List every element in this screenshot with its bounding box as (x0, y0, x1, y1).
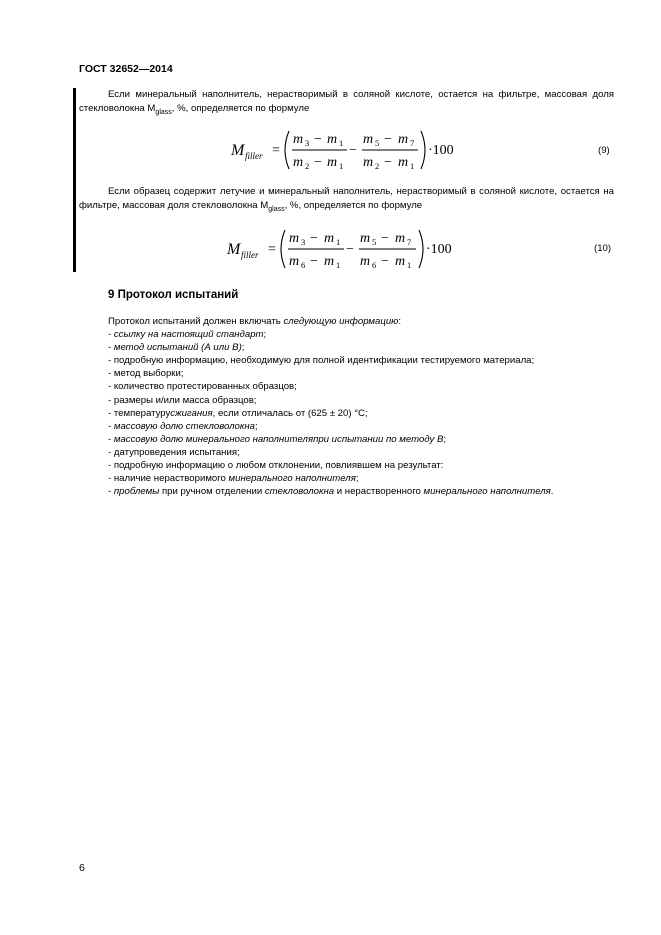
paragraph-1-sub: glass (155, 108, 172, 116)
list-item: - подробную информацию, необходимую для полной идентификации тестируемого материала; (108, 355, 535, 367)
list-item-italic: минерального наполнителя (423, 486, 551, 498)
formula-10-minus-2: − (310, 254, 318, 269)
list-item: - количество протестированных образцов; (108, 381, 297, 393)
formula-9 (0, 126, 661, 174)
formula-9-n1a-sub: 3 (305, 138, 310, 148)
formula-10-d1b: m (324, 254, 335, 269)
list-item-dash: - (108, 342, 114, 354)
formula-10-d2a: m (360, 254, 371, 269)
formula-10-d2b-sub: 1 (407, 260, 412, 270)
formula-10-number: (10) (594, 243, 612, 254)
formula-9-d2a-sub: 2 (375, 161, 380, 171)
paragraph-1-text-end: , %, определяется по формуле (171, 102, 310, 114)
list-item-dash: - (108, 420, 114, 432)
list-intro-plain: Протокол испытаний должен включать (108, 316, 284, 327)
formula-9-d1a-sub: 2 (305, 161, 310, 171)
formula-9-paren-left (285, 131, 289, 169)
formula-10-d2a-sub: 6 (372, 260, 377, 270)
list-item (108, 341, 614, 354)
formula-10-n2b-sub: 7 (407, 237, 412, 247)
formula-9-n2a-sub: 5 (375, 138, 380, 148)
list-item-italic: сжигания (170, 407, 213, 419)
list-item: - размеры и/или масса образцов; (108, 394, 257, 406)
formula-9-lhs: M (231, 142, 245, 159)
list-item-end: ; (443, 433, 447, 445)
section-9-title: 9 Протокол испытаний (108, 289, 239, 301)
formula-9-n2b: m (398, 132, 409, 147)
formula-10-svg (0, 225, 661, 273)
formula-9-n1b: m (327, 132, 338, 147)
formula-9-paren-right (421, 131, 425, 169)
list-item-italic: массовую долю стекловолокна (113, 420, 256, 432)
formula-9-d1b: m (327, 155, 338, 170)
formula-10-equals: = (268, 242, 276, 257)
formula-9-svg (0, 126, 661, 174)
formula-9-d2a: m (363, 155, 374, 170)
list-item-dash: - (108, 433, 114, 445)
formula-9-d2b-sub: 1 (410, 161, 415, 171)
list-item (108, 328, 614, 341)
list-intro (108, 315, 614, 328)
formula-10-d2b: m (395, 254, 406, 269)
formula-9-lhs-sub: filler (245, 151, 263, 161)
list-item: - датупроведения испытания; (108, 446, 240, 458)
formula-10-n2a: m (360, 231, 371, 246)
formula-9-minus-1: − (314, 132, 322, 147)
list-item: - метод выборки; (108, 368, 184, 380)
formula-10-lhs-sub: filler (241, 250, 259, 260)
formula-9-number: (9) (598, 145, 610, 156)
list-item-italic: ссылку на настоящий стандарт (113, 329, 264, 341)
list-item-end: , если отличалась от (625 ± 20) °С; (212, 407, 368, 419)
list-item-italic: стекловолокна (264, 486, 335, 498)
formula-9-minus-mid: − (349, 143, 357, 158)
formula-10-d1a-sub: 6 (301, 260, 306, 270)
list-item (108, 433, 614, 446)
list-intro-end: : (398, 316, 402, 327)
list-item-end: . (550, 486, 554, 498)
list-item-end: ; (255, 420, 258, 432)
formula-9-minus-3: − (384, 132, 392, 147)
formula-10-d1b-sub: 1 (336, 260, 341, 270)
list-item-plain: - наличие нерастворимого (108, 473, 229, 485)
list-item-plain: - температуру (108, 407, 171, 419)
formula-10-n2a-sub: 5 (372, 237, 377, 247)
formula-9-equals: = (272, 143, 280, 158)
list-item-dash: - (108, 329, 114, 341)
formula-9-factor: ·100 (428, 143, 454, 158)
list-item-italic: минерального наполнителя (228, 473, 356, 485)
formula-10-lhs: M (227, 241, 241, 258)
page-number: 6 (79, 862, 85, 874)
formula-9-n1b-sub: 1 (339, 138, 344, 148)
formula-10-paren-right (419, 230, 423, 268)
formula-9-n1a: m (293, 132, 304, 147)
formula-10 (0, 225, 661, 273)
formula-9-n2b-sub: 7 (410, 138, 415, 148)
formula-10-minus-4: − (381, 254, 389, 269)
list-item (108, 472, 614, 485)
document-header: ГОСТ 32652—2014 (79, 63, 173, 75)
formula-9-n2a: m (363, 132, 374, 147)
list-item-italic: массовую долю минерального наполнителяпри испытании по методу В (113, 433, 444, 445)
list-item (108, 420, 614, 433)
list-item-italic: метод испытаний (А или В) (113, 342, 242, 354)
list-item-end: ; (241, 342, 245, 354)
paragraph-2 (79, 185, 614, 216)
paragraph-2-text-end: , %, определяется по формуле (284, 199, 423, 211)
list-item (108, 407, 614, 420)
formula-10-paren-left (281, 230, 285, 268)
formula-10-factor: ·100 (426, 242, 452, 257)
formula-9-minus-4: − (384, 155, 392, 170)
list-item-plain: при ручном отделении (159, 486, 265, 498)
formula-9-d2b: m (398, 155, 409, 170)
paragraph-1-text: Если минеральный наполнитель, нерастворимый в соляной кислоте, остается на фильтре, массовая доля стекловолокна M (79, 89, 614, 114)
report-items-list (108, 315, 614, 498)
formula-10-n2b: m (395, 231, 406, 246)
paragraph-2-text: Если образец содержит летучие и минеральный наполнитель, нерастворимый в соляной кислоте, остается на фильтре, массовая доля стекловолокна M (79, 186, 614, 211)
formula-9-d1a: m (293, 155, 304, 170)
list-item-italic: проблемы (113, 486, 160, 498)
list-item (108, 485, 614, 498)
formula-10-n1b: m (324, 231, 335, 246)
formula-9-minus-2: − (314, 155, 322, 170)
paragraph-1 (79, 88, 614, 119)
formula-10-n1a-sub: 3 (301, 237, 306, 247)
formula-10-n1a: m (289, 231, 300, 246)
list-item-plain: и нерастворенного (334, 486, 424, 498)
paragraph-2-sub: glass (268, 205, 285, 213)
list-item-end: ; (263, 329, 267, 341)
list-item: - подробную информацию о любом отклонении, повлиявшем на результат: (108, 460, 444, 472)
formula-10-minus-mid: − (346, 242, 354, 257)
formula-10-minus-1: − (310, 231, 318, 246)
list-item-dash: - (108, 486, 114, 498)
list-item-end: ; (355, 473, 359, 485)
formula-10-n1b-sub: 1 (336, 237, 341, 247)
formula-9-d1b-sub: 1 (339, 161, 344, 171)
formula-10-minus-3: − (381, 231, 389, 246)
list-intro-italic: следующую информацию (283, 316, 399, 327)
formula-10-d1a: m (289, 254, 300, 269)
